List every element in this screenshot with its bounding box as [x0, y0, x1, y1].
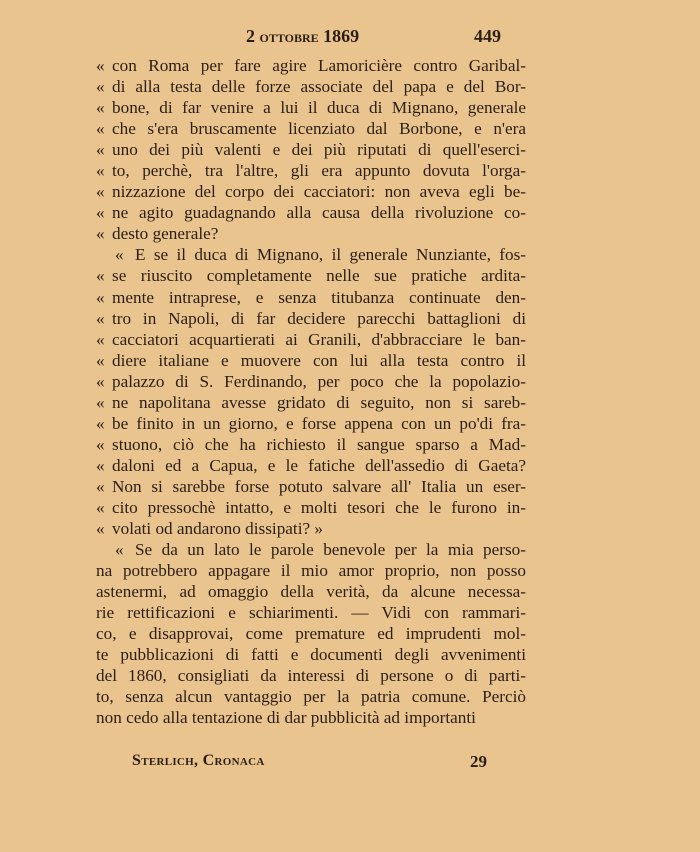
quote-mark: «	[96, 455, 105, 475]
quote-mark: «	[96, 476, 105, 496]
text-line	[96, 581, 526, 602]
quote-mark: «	[115, 540, 124, 560]
quote-mark: «	[96, 77, 105, 97]
line-text: te pubblicazioni di fatti e documenti degli avvenimenti	[96, 645, 526, 665]
quote-mark: «	[96, 413, 105, 433]
text-line	[96, 539, 526, 560]
text-line	[96, 707, 526, 728]
text-line	[96, 308, 526, 329]
line-text: cito pressochè intatto, e molti tesori che le furono in-	[112, 497, 526, 517]
quote-mark: «	[96, 329, 105, 349]
quote-mark: «	[96, 392, 105, 412]
line-text: cacciatori acquartierati ai Granili, d'abbracciare le ban-	[112, 329, 526, 349]
line-text: daloni ed a Capua, e le fatiche dell'assedio di Gaeta?	[112, 455, 526, 475]
line-text: uno dei più valenti e dei più riputati di quell'eserci-	[112, 140, 526, 160]
page-number: 449	[474, 26, 501, 46]
quote-mark: «	[115, 245, 124, 265]
line-text: E se il duca di Mignano, il generale Nunziante, fos-	[135, 245, 526, 265]
line-text: ne napolitana avesse gridato di seguito, non si sareb-	[112, 392, 526, 412]
text-line	[96, 455, 526, 476]
header-year: 1869	[323, 26, 360, 46]
text-line	[96, 329, 526, 350]
text-line	[96, 434, 526, 455]
text-line	[96, 118, 526, 139]
text-line	[96, 139, 526, 160]
line-text: co, e disapprovai, come premature ed imprudenti mol-	[96, 624, 526, 644]
text-line	[96, 623, 526, 644]
text-line	[96, 287, 526, 308]
text-line	[96, 160, 526, 181]
quote-mark: «	[96, 497, 105, 517]
text-line	[96, 497, 526, 518]
line-text: se riuscito completamente nelle sue pratiche ardita-	[112, 266, 526, 286]
text-line	[96, 202, 526, 223]
text-line	[96, 392, 526, 413]
header-month: ottobre	[259, 27, 319, 46]
text-line	[96, 265, 526, 286]
line-text: ne agito guadagnando alla causa della rivoluzione co-	[112, 203, 526, 223]
line-text: palazzo di S. Ferdinando, per poco che la popolazio-	[112, 371, 526, 391]
text-line	[96, 644, 526, 665]
line-text: non cedo alla tentazione di dar pubblicità ad importanti	[96, 708, 476, 728]
quote-mark: «	[96, 161, 105, 181]
text-line	[96, 686, 526, 707]
quote-mark: «	[96, 519, 105, 539]
line-text: volati od andarono dissipati? »	[112, 519, 323, 539]
page-body-text	[96, 55, 526, 729]
text-line	[96, 76, 526, 97]
line-text: desto generale?	[112, 224, 219, 244]
line-text: tro in Napoli, di far decidere parecchi battaglioni di	[112, 308, 526, 328]
quote-mark: «	[96, 434, 105, 454]
quote-mark: «	[96, 308, 105, 328]
line-text: del 1860, consigliati da interessi di persone o di parti-	[96, 666, 526, 686]
line-text: Se da un lato le parole benevole per la mia perso-	[135, 540, 526, 560]
text-line	[96, 55, 526, 76]
text-line	[96, 223, 526, 244]
text-line	[96, 476, 526, 497]
line-text: che s'era bruscamente licenziato dal Borbone, e n'era	[112, 119, 526, 139]
quote-mark: «	[96, 224, 105, 244]
text-line	[96, 602, 526, 623]
line-text: di alla testa delle forze associate del papa e del Bor-	[112, 77, 526, 97]
running-header-date	[246, 26, 359, 47]
line-text: nizzazione del corpo dei cacciatori: non aveva egli be-	[112, 182, 526, 202]
text-line	[96, 413, 526, 434]
footer-running-title: Sterlich, Cronaca	[132, 752, 265, 769]
line-text: bone, di far venire a lui il duca di Mignano, generale	[112, 98, 526, 118]
quote-mark: «	[96, 119, 105, 139]
quote-mark: «	[96, 287, 105, 307]
line-text: Non si sarebbe forse potuto salvare all' Italia un eser-	[112, 476, 526, 496]
line-text: con Roma per fare agire Lamoricière contro Garibal-	[112, 56, 526, 75]
line-text: be finito in un giorno, e forse appena con un po'di fra-	[112, 413, 526, 433]
quote-mark: «	[96, 203, 105, 223]
line-text: to, senza alcun vantaggio per la patria comune. Perciò	[96, 687, 526, 707]
header-day: 2	[246, 26, 255, 46]
line-text: diere italiane e muovere con lui alla testa contro il	[112, 350, 526, 370]
quote-mark: «	[96, 140, 105, 160]
quote-mark: «	[96, 56, 105, 75]
line-text: to, perchè, tra l'altre, gli era appunto dovuta l'orga-	[112, 161, 526, 181]
text-line	[96, 665, 526, 686]
quote-mark: «	[96, 371, 105, 391]
quote-mark: «	[96, 182, 105, 202]
line-text: mente intraprese, e senza titubanza continuate den-	[112, 287, 526, 307]
text-line	[96, 518, 526, 539]
signature-mark: 29	[470, 752, 487, 771]
line-text: rie rettificazioni e schiarimenti. — Vidi con rammari-	[96, 603, 526, 623]
line-text: astenermi, ad omaggio della verità, da alcune necessa-	[96, 582, 526, 602]
text-line	[96, 244, 526, 265]
quote-mark: «	[96, 350, 105, 370]
quote-mark: «	[96, 98, 105, 118]
text-line	[96, 560, 526, 581]
line-text: stuono, ciò che ha richiesto il sangue sparso a Mad-	[112, 434, 526, 454]
text-line	[96, 181, 526, 202]
line-text: na potrebbero appagare il mio amor proprio, non posso	[96, 561, 526, 581]
quote-mark: «	[96, 266, 105, 286]
text-line	[96, 350, 526, 371]
text-line	[96, 97, 526, 118]
text-line	[96, 371, 526, 392]
